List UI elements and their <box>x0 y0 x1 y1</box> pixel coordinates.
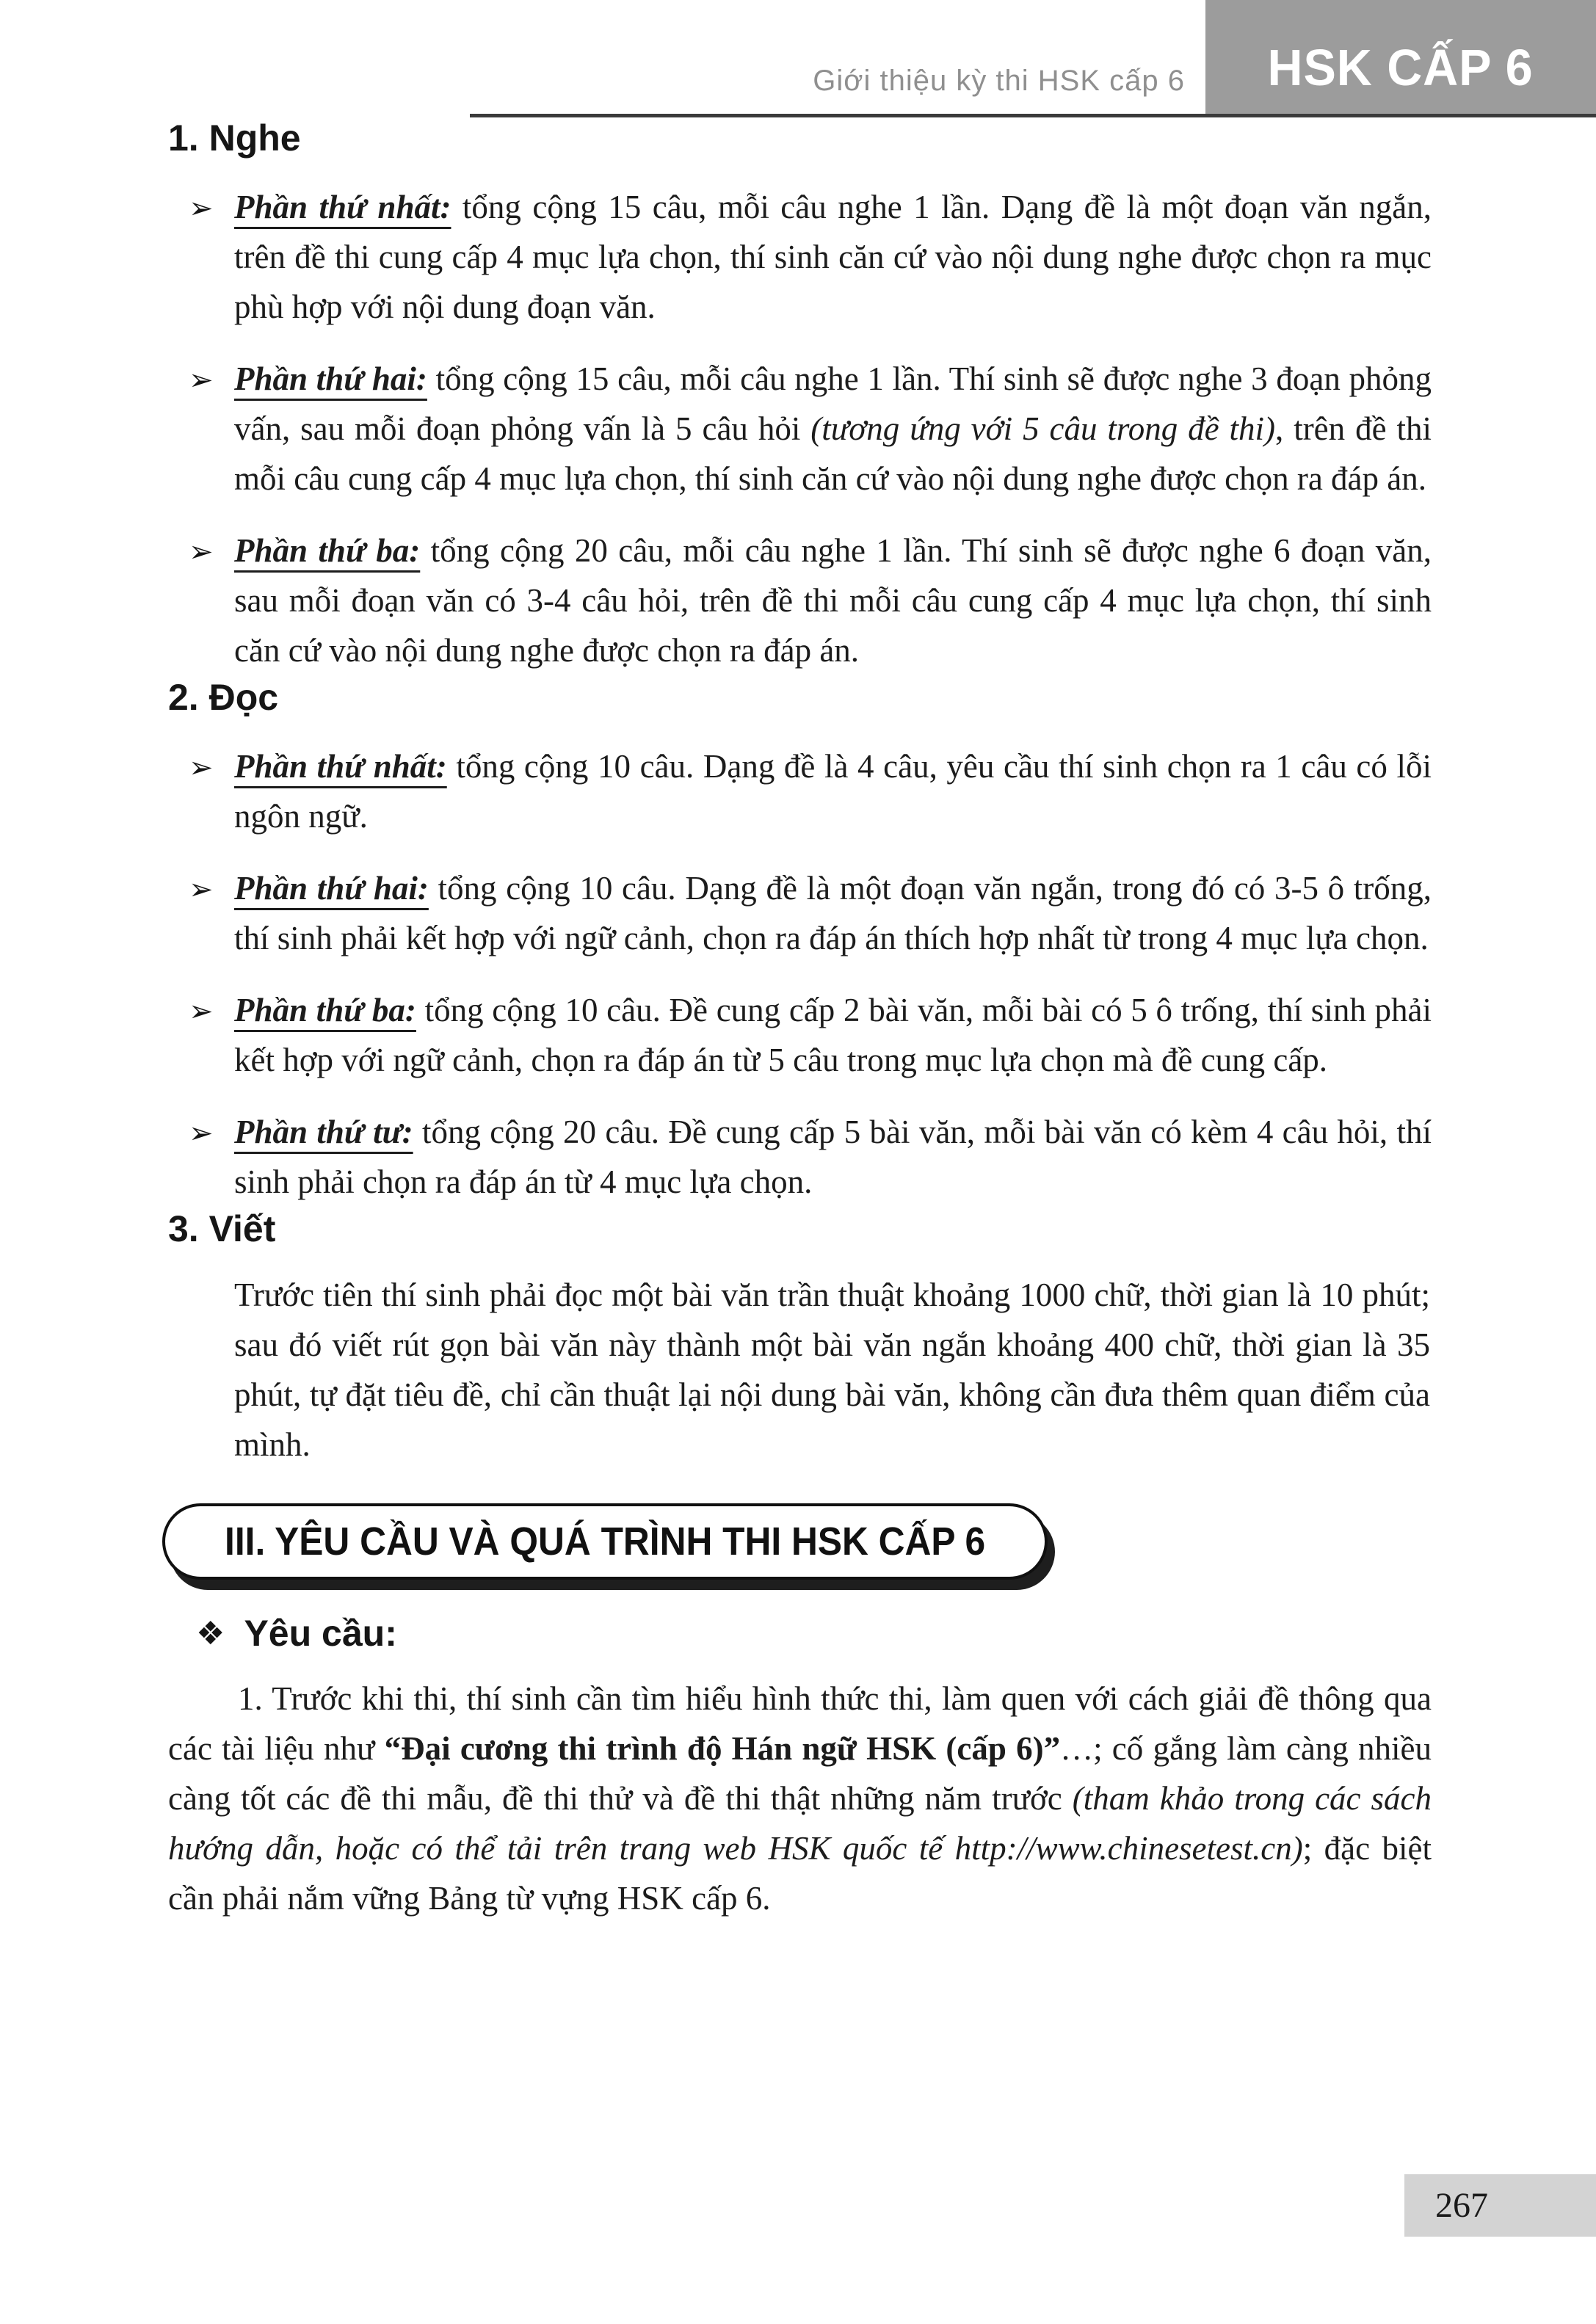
arrow-bullet-icon: ➢ <box>189 192 214 225</box>
paragraph-text: ; đặc biệt cần phải nắm vững Bảng từ vựng HSK cấp 6. <box>168 1830 1432 1917</box>
bullet-text: , trên đề thi mỗi câu cung cấp 4 mục lựa chọn, thí sinh căn cứ vào nội dung nghe được chọn ra đáp án. <box>234 410 1432 497</box>
hsk-level-badge <box>1205 0 1596 116</box>
hsk-level-badge-label: HSK CẤP 6 <box>1267 39 1534 96</box>
banner-title: III. YÊU CẦU VÀ QUÁ TRÌNH THI HSK CẤP 6 <box>224 1519 986 1564</box>
list-item <box>168 1107 1432 1207</box>
arrow-bullet-icon: ➢ <box>189 873 214 907</box>
list-item <box>168 354 1432 504</box>
arrow-bullet-icon: ➢ <box>189 1116 214 1150</box>
bullet-text: tổng cộng 10 câu. Dạng đề là một đoạn văn ngắn, trong đó có 3-5 ô trống, thí sinh phải kết hợp với ngữ cảnh, chọn ra đáp án thích hợp nhất từ trong 4 mục lựa chọn. <box>234 870 1432 956</box>
bullet-label: Phần thứ tư: <box>234 1114 413 1150</box>
arrow-bullet-icon: ➢ <box>189 535 214 569</box>
page-content <box>168 116 1432 1956</box>
bullet-label: Phần thứ ba: <box>234 532 421 569</box>
paragraph-text: …; cố gắng làm càng nhiều càng tốt các đề thi mẫu, đề thi thử và đề thi thật những năm trước <box>168 1730 1432 1817</box>
section-title-doc: 2. Đọc <box>168 677 279 718</box>
page-number-badge <box>1404 2174 1596 2237</box>
arrow-bullet-icon: ➢ <box>189 751 214 785</box>
section-banner <box>162 1503 1048 1580</box>
paragraph-text: 1. Trước khi thi, thí sinh cần tìm hiểu hình thức thi, làm quen với cách giải đề thông qua các tài liệu như <box>168 1680 1432 1767</box>
requirements-heading-label: Yêu cầu: <box>244 1613 397 1654</box>
list-item <box>168 526 1432 675</box>
bullet-text: tổng cộng 20 câu, mỗi câu nghe 1 lần. Thí sinh sẽ được nghe 6 đoạn văn, sau mỗi đoạn văn có 3-4 câu hỏi, trên đề thi mỗi câu cung cấp 4 mục lựa chọn, thí sinh căn cứ vào nội dung nghe được chọn ra đáp án. <box>234 532 1432 669</box>
bullet-text: tổng cộng 20 câu. Đề cung cấp 5 bài văn, mỗi bài văn có kèm 4 câu hỏi, thí sinh phải chọn ra đáp án từ 4 mục lựa chọn. <box>234 1114 1432 1200</box>
bullet-label: Phần thứ ba: <box>234 992 416 1028</box>
requirements-paragraph <box>168 1674 1432 1923</box>
diamond-bullet-icon: ❖ <box>196 1614 225 1652</box>
bullet-text: tổng cộng 15 câu, mỗi câu nghe 1 lần. Dạng đề là một đoạn văn ngắn, trên đề thi cung cấp 4 mục lựa chọn, thí sinh căn cứ vào nội dung nghe được chọn ra mục phù hợp với nội dung đoạn văn. <box>234 189 1432 325</box>
viet-paragraph: Trước tiên thí sinh phải đọc một bài văn trần thuật khoảng 1000 chữ, thời gian là 10 phút; sau đó viết rút gọn bài văn này thành một bài văn ngắn khoảng 400 chữ, thời gian là 35 phút, tự đặt tiêu đề, chỉ cần thuật lại nội dung bài văn, không cần đưa thêm quan điểm của mình. <box>234 1277 1430 1463</box>
paragraph-text-bold: “Đại cương thi trình độ Hán ngữ HSK (cấp 6)” <box>384 1730 1061 1767</box>
bullet-text: tổng cộng 10 câu. Đề cung cấp 2 bài văn, mỗi bài có 5 ô trống, thí sinh phải kết hợp với ngữ cảnh, chọn ra đáp án từ 5 câu trong mục lựa chọn mà đề cung cấp. <box>234 992 1432 1078</box>
list-item <box>168 985 1432 1085</box>
bullet-label: Phần thứ nhất: <box>234 189 451 225</box>
section-title-nghe: 1. Nghe <box>168 117 301 159</box>
paragraph-text-italic: (tham khảo trong các sách hướng dẫn, hoặc có thể tải trên trang web HSK quốc tế http://www.chinesetest.cn) <box>168 1780 1432 1867</box>
arrow-bullet-icon: ➢ <box>189 363 214 397</box>
page-header <box>0 0 1596 120</box>
doc-bullet-list <box>168 741 1432 1207</box>
section-title-viet: 3. Viết <box>168 1208 276 1249</box>
nghe-bullet-list <box>168 182 1432 675</box>
list-item <box>168 182 1432 332</box>
list-item <box>168 741 1432 841</box>
running-title: Giới thiệu kỳ thi HSK cấp 6 <box>813 65 1185 97</box>
arrow-bullet-icon: ➢ <box>189 995 214 1028</box>
bullet-text: tổng cộng 15 câu, mỗi câu nghe 1 lần. Thí sinh sẽ được nghe 3 đoạn phỏng vấn, sau mỗi đoạn phỏng vấn là 5 câu hỏi <box>234 360 1432 447</box>
requirements-heading <box>196 1612 1432 1655</box>
bullet-text: tổng cộng 10 câu. Dạng đề là 4 câu, yêu cầu thí sinh chọn ra 1 câu có lỗi ngôn ngữ. <box>234 748 1432 835</box>
bullet-label: Phần thứ nhất: <box>234 748 447 785</box>
bullet-text-italic: (tương ứng với 5 câu trong đề thi) <box>810 410 1276 447</box>
bullet-label: Phần thứ hai: <box>234 360 427 397</box>
bullet-label: Phần thứ hai: <box>234 870 429 907</box>
page-number: 267 <box>1435 2186 1488 2225</box>
list-item <box>168 863 1432 963</box>
